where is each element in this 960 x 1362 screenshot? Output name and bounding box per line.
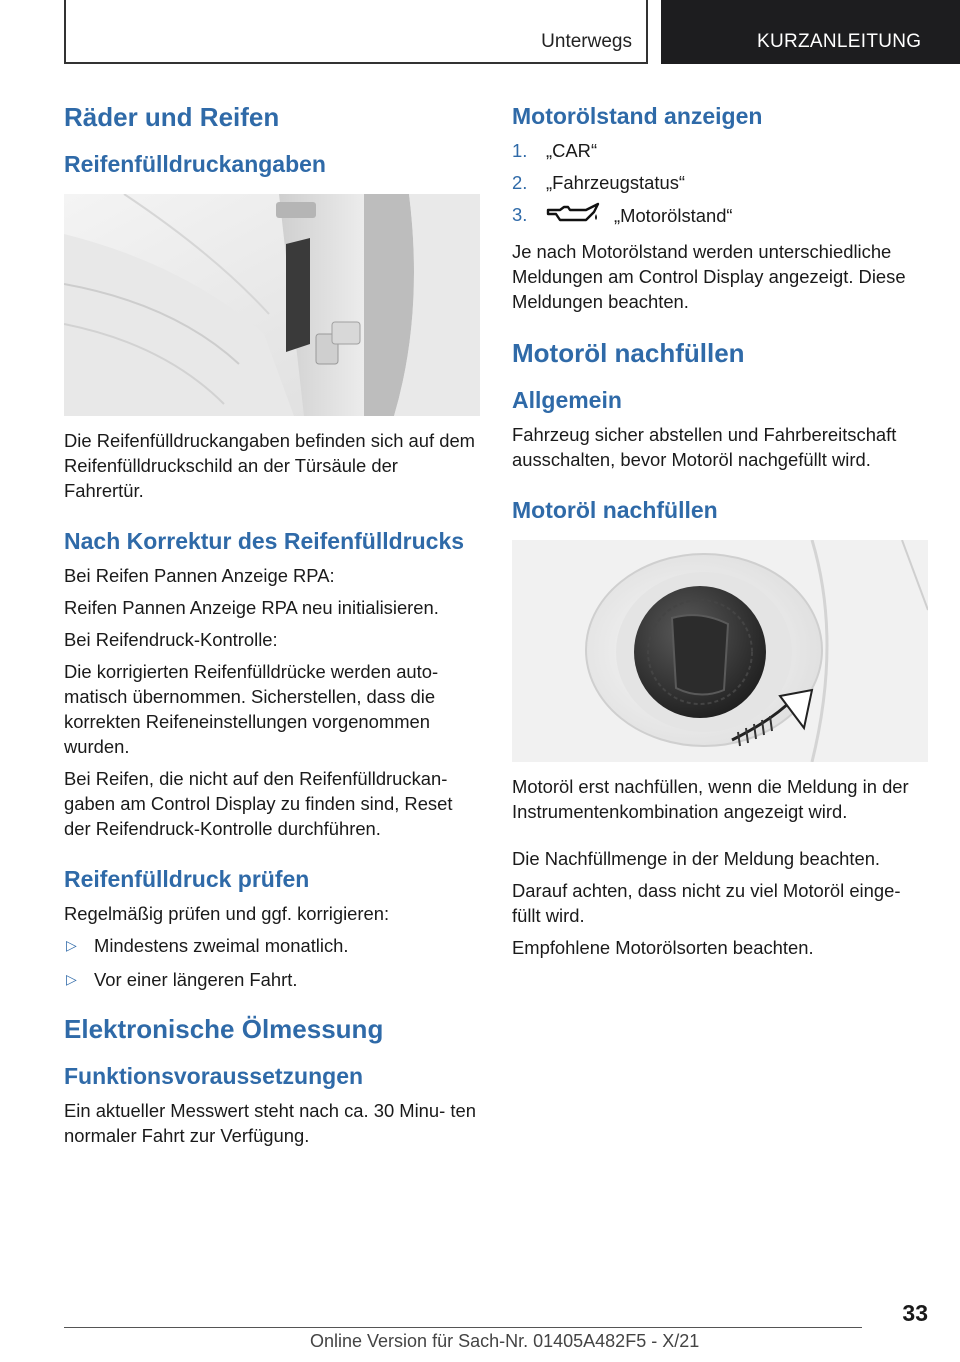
para-park-safely: Fahrzeug sicher abstellen und Fahrbereitschaft ausschalten, bevor Motoröl nachgefüllt wird. xyxy=(512,424,897,470)
para-rdc-reset: Bei Reifen, die nicht auf den Reifenfülldruckan‐ gaben am Control Display zu finden sind, Reset der Reifendruck-Kontrolle durchführen. xyxy=(64,768,453,839)
list-item xyxy=(512,138,928,163)
door-pillar-illustration xyxy=(64,194,480,416)
para-refill-amount: Die Nachfüllmenge in der Meldung beachten. xyxy=(512,848,881,869)
para-rpa-init: Reifen Pannen Anzeige RPA neu initialisieren. xyxy=(64,597,439,618)
subheading-show-oil-level: Motorölstand anzeigen xyxy=(512,103,763,129)
subheading-check-pressure: Reifenfülldruck prüfen xyxy=(64,866,310,892)
footer-online-version: Online Version für Sach-Nr. 01405A482F5 - X/21 xyxy=(310,1331,700,1351)
list-item xyxy=(512,170,928,195)
step-text: „CAR“ xyxy=(546,140,598,161)
bullet-text: Vor einer längeren Fahrt. xyxy=(94,969,298,990)
para-no-overfill: Darauf achten, dass nicht zu viel Motoröl einge‐ füllt wird. xyxy=(512,880,901,926)
section-title-oil-measurement: Elektronische Ölmessung xyxy=(64,1014,384,1044)
list-item xyxy=(64,933,480,958)
list-item xyxy=(64,967,480,992)
oil-cap-image xyxy=(512,540,928,762)
subheading-general: Allgemein xyxy=(512,387,622,413)
oil-cap-illustration xyxy=(512,540,928,762)
para-recommended-oils: Empfohlene Motorölsorten beachten. xyxy=(512,937,814,958)
step-number: 2. xyxy=(512,172,528,193)
oil-can-icon xyxy=(546,202,602,232)
header-chapter-label: KURZANLEITUNG xyxy=(757,31,922,52)
header-chapter-box xyxy=(661,0,960,64)
para-rdc-intro: Bei Reifendruck-Kontrolle: xyxy=(64,629,278,650)
section-title-wheels: Räder und Reifen xyxy=(64,102,280,132)
subheading-after-correction: Nach Korrektur des Reifenfülldrucks xyxy=(64,528,465,554)
steps-list xyxy=(512,138,928,232)
para-oil-messages: Je nach Motorölstand werden unterschiedliche Meldungen am Control Display angezeigt. Diese Meldungen beachten. xyxy=(512,241,906,312)
subheading-requirements: Funktionsvoraussetzungen xyxy=(64,1063,364,1089)
para-check-regularly: Regelmäßig prüfen und ggf. korrigieren: xyxy=(64,903,390,924)
right-column xyxy=(512,100,928,967)
step-number: 1. xyxy=(512,140,528,161)
caption-tire-pressure-plate: Die Reifenfülldruckangaben befinden sich auf dem Reifenfülldruckschild an der Türsäule der Fahrertür. xyxy=(64,430,475,501)
caption-refill-when-message: Motoröl erst nachfüllen, wenn die Meldung in der Instrumentenkombination angezeigt wird. xyxy=(512,776,909,822)
footer-divider xyxy=(64,1327,862,1328)
triangle-bullet-icon: ▷ xyxy=(66,971,77,987)
list-item xyxy=(512,202,928,232)
subheading-refill-oil: Motoröl nachfüllen xyxy=(512,497,718,523)
bullet-text: Mindestens zweimal monatlich. xyxy=(94,935,349,956)
header-section-label: Unterwegs xyxy=(541,31,632,52)
door-pillar-image xyxy=(64,194,480,416)
triangle-bullet-icon: ▷ xyxy=(66,937,77,953)
header-section-box xyxy=(64,0,648,64)
left-column xyxy=(64,100,480,1155)
section-title-refill-oil: Motoröl nachfüllen xyxy=(512,338,745,368)
check-bullet-list xyxy=(64,933,480,992)
step-number: 3. xyxy=(512,204,528,225)
subheading-tire-pressure-info: Reifenfülldruckangaben xyxy=(64,151,326,177)
page-number: 33 xyxy=(902,1300,928,1326)
step-text: „Fahrzeugstatus“ xyxy=(546,172,686,193)
para-rpa-intro: Bei Reifen Pannen Anzeige RPA: xyxy=(64,565,335,586)
para-measurement-time: Ein aktueller Messwert steht nach ca. 30 Minu‐ ten normaler Fahrt zur Verfügung. xyxy=(64,1100,476,1146)
step-text: „Motorölstand“ xyxy=(614,204,733,226)
para-rdc-auto: Die korrigierten Reifenfülldrücke werden auto‐ matisch übernommen. Sicherstellen, dass die korrekten Reifeneinstellungen vorgenommen wurden. xyxy=(64,661,439,757)
